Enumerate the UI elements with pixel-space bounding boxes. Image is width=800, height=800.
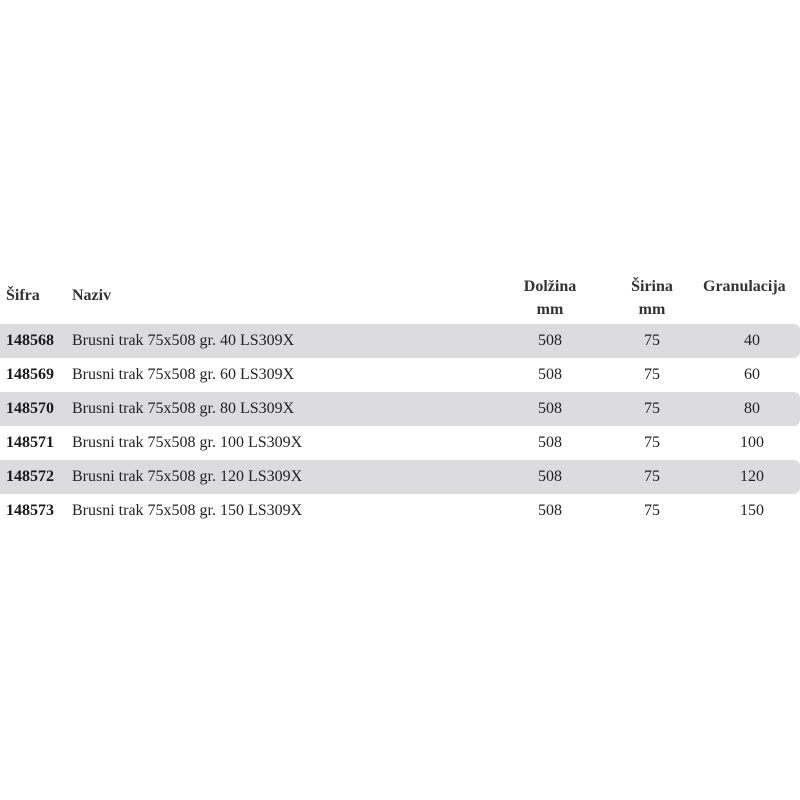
cell-code: 148569 <box>6 366 54 383</box>
table-row <box>0 494 800 528</box>
cell-name: Brusni trak 75x508 gr. 80 LS309X <box>72 400 295 417</box>
header-code: Šifra <box>6 287 40 304</box>
cell-length: 508 <box>538 434 562 451</box>
cell-granulation: 80 <box>744 400 760 417</box>
table-row <box>0 426 800 460</box>
header-length <box>510 275 590 321</box>
table-row <box>0 460 800 494</box>
table-body <box>0 324 800 528</box>
table-header <box>0 272 800 324</box>
header-granulation: Granulacija <box>703 278 786 295</box>
cell-width: 75 <box>644 332 660 349</box>
cell-code: 148572 <box>6 468 54 485</box>
cell-granulation: 150 <box>740 502 764 519</box>
cell-name: Brusni trak 75x508 gr. 40 LS309X <box>72 332 295 349</box>
table-row <box>0 324 800 358</box>
header-width-label: Širina <box>631 278 673 295</box>
cell-name: Brusni trak 75x508 gr. 100 LS309X <box>72 434 303 451</box>
header-width <box>612 275 692 321</box>
header-length-unit: mm <box>536 301 564 318</box>
cell-length: 508 <box>538 366 562 383</box>
table-row <box>0 392 800 426</box>
cell-length: 508 <box>538 502 562 519</box>
cell-length: 508 <box>538 400 562 417</box>
cell-width: 75 <box>644 434 660 451</box>
cell-length: 508 <box>538 468 562 485</box>
product-table <box>0 272 800 528</box>
cell-code: 148568 <box>6 332 54 349</box>
cell-width: 75 <box>644 366 660 383</box>
table-row <box>0 358 800 392</box>
cell-width: 75 <box>644 400 660 417</box>
cell-granulation: 40 <box>744 332 760 349</box>
cell-width: 75 <box>644 502 660 519</box>
cell-code: 148571 <box>6 434 54 451</box>
cell-width: 75 <box>644 468 660 485</box>
cell-name: Brusni trak 75x508 gr. 150 LS309X <box>72 502 303 519</box>
cell-length: 508 <box>538 332 562 349</box>
cell-granulation: 120 <box>740 468 764 485</box>
cell-code: 148573 <box>6 502 54 519</box>
cell-name: Brusni trak 75x508 gr. 120 LS309X <box>72 468 303 485</box>
cell-name: Brusni trak 75x508 gr. 60 LS309X <box>72 366 295 383</box>
cell-code: 148570 <box>6 400 54 417</box>
header-length-label: Dolžina <box>523 278 577 295</box>
header-width-unit: mm <box>638 301 666 318</box>
cell-granulation: 60 <box>744 366 760 383</box>
header-name: Naziv <box>72 287 112 304</box>
cell-granulation: 100 <box>740 434 764 451</box>
